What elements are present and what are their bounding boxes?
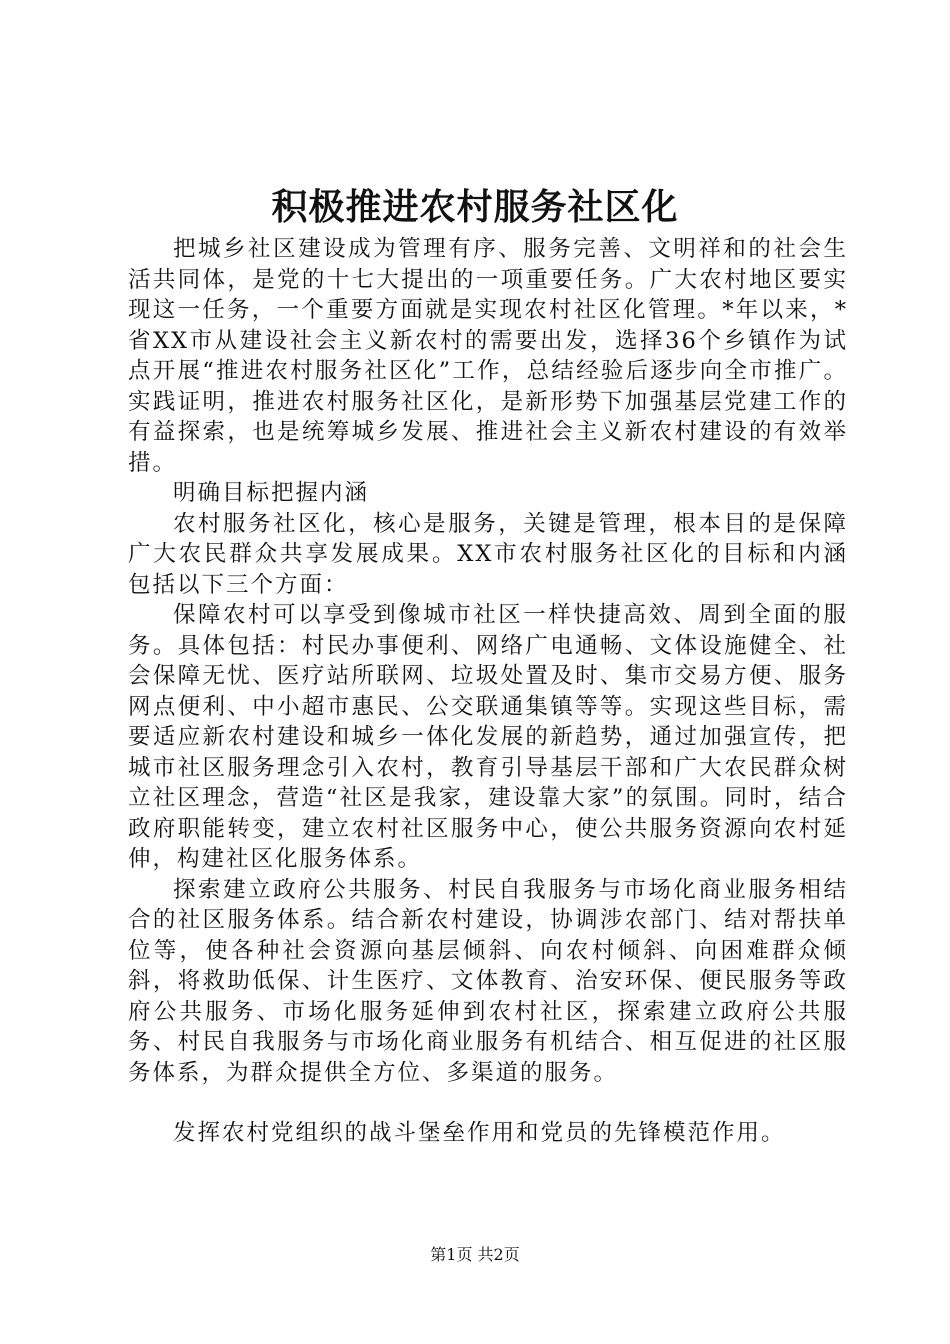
paragraph-service-goals: 保障农村可以享受到像城市社区一样快捷高效、周到全面的服务。具体包括：村民办事便利、网络广电通畅、文体设施健全、社会保障无忧、医疗站所联网、垃圾处置及时、集市交易方便、服务网点便利、中小超市惠民、公交联通集镇等等。实现这些目标，需要适应新农村建设和城乡一体化发展的新趋势，通过加强宣传，把城市社区服务理念引入农村，教育引导基层干部和广大农民群众树立社区理念，营造“社区是我家，建设靠大家”的氛围。同时，结合政府职能转变，建立农村社区服务中心，使公共服务资源向农村延伸，构建社区化服务体系。 bbox=[128, 602, 848, 872]
page-footer: 第1页 共2页 bbox=[430, 1245, 520, 1264]
document-body bbox=[128, 234, 848, 1149]
paragraph-service-system: 探索建立政府公共服务、村民自我服务与市场化商业服务相结合的社区服务体系。结合新农村建设，协调涉农部门、结对帮扶单位等，使各种社会资源向基层倾斜、向农村倾斜、向困难群众倾斜，将救助低保、计生医疗、文体教育、治安环保、便民服务等政府公共服务、市场化服务延伸到农村社区，探索建立政府公共服务、村民自我服务与市场化商业服务有机结合、相互促进的社区服务体系，为群众提供全方位、多渠道的服务。 bbox=[128, 876, 848, 1086]
document-title: 积极推进农村服务社区化 bbox=[271, 186, 679, 228]
section-heading: 明确目标把握内涵 bbox=[173, 480, 370, 506]
paragraph-party-role: 发挥农村党组织的战斗堡垒作用和党员的先锋模范作用。 bbox=[173, 1120, 786, 1146]
paragraph-core: 农村服务社区化，核心是服务，关键是管理，根本目的是保障广大农民群众共享发展成果。XX市农村服务社区化的目标和内涵包括以下三个方面： bbox=[128, 510, 848, 598]
paragraph-intro: 把城乡社区建设成为管理有序、服务完善、文明祥和的社会生活共同体，是党的十七大提出的一项重要任务。广大农村地区要实现这一任务，一个重要方面就是实现农村社区化管理。*年以来，*省XX市从建设社会主义新农村的需要出发，选择36个乡镇作为试点开展“推进农村服务社区化”工作，总结经验后逐步向全市推广。实践证明，推进农村服务社区化，是新形势下加强基层党建工作的有益探索，也是统筹城乡发展、推进社会主义新农村建设的有效举措。 bbox=[128, 236, 848, 476]
